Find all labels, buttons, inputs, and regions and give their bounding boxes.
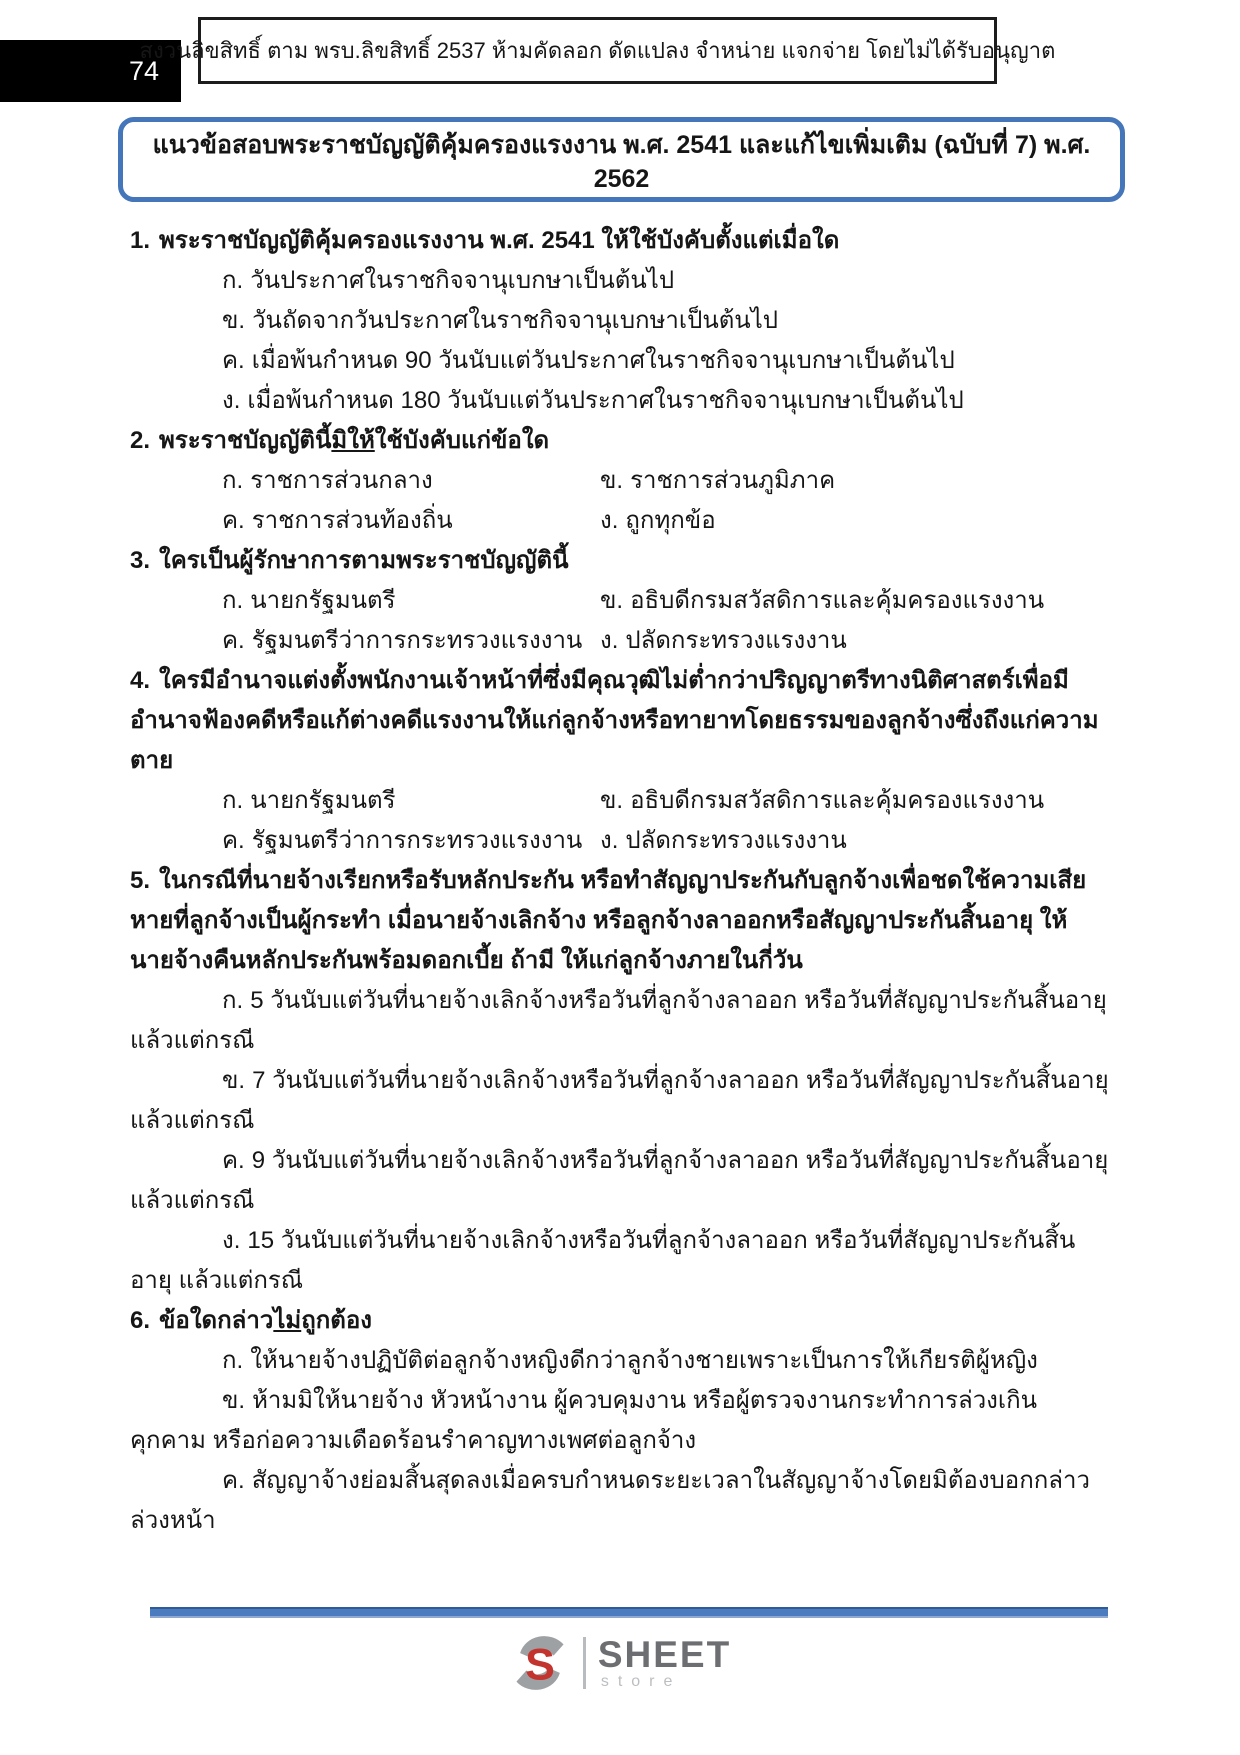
question-5: [130, 861, 1116, 1301]
option-text: ให้นายจ้างปฏิบัติต่อลูกจ้างหญิงดีกว่าลูกจ้างชายเพราะเป็นการให้เกียรติผู้หญิง: [250, 1347, 1038, 1374]
question-1-option-b: [130, 301, 1116, 341]
option-text: 15 วันนับแต่วันที่นายจ้างเลิกจ้างหรือวันที่ลูกจ้างลาออก หรือวันที่สัญญาประกันสิ้นอายุ แล้วแต่กรณี: [130, 1227, 1076, 1294]
logo-divider: [583, 1637, 586, 1689]
question-6-option-c: [130, 1461, 1116, 1541]
question-number: 2.: [130, 427, 151, 454]
option-label: ค.: [222, 827, 245, 854]
question-number: 1.: [130, 227, 151, 254]
question-4: [130, 661, 1116, 861]
question-5-stem: [130, 861, 1116, 981]
option-label: ง.: [222, 387, 241, 414]
question-2-option-a: [222, 461, 600, 501]
question-text: ใช้บังคับแก่ข้อใด: [374, 427, 550, 454]
option-row: [130, 781, 1116, 821]
question-text: ข้อใดกล่าว: [159, 1307, 274, 1334]
question-text: ใครเป็นผู้รักษาการตามพระราชบัญญัตินี้: [159, 547, 569, 574]
brand-text: [597, 1633, 732, 1690]
option-label: ค.: [222, 1467, 245, 1494]
option-text: ราชการส่วนท้องถิ่น: [251, 507, 453, 534]
option-label: ค.: [222, 347, 245, 374]
sheet-store-logo: [0, 1632, 1240, 1694]
question-4-option-c: [222, 821, 600, 861]
question-text: ใครมีอำนาจแต่งตั้งพนักงานเจ้าหน้าที่ซึ่งมีคุณวุฒิไม่ต่ำกว่าปริญญาตรีทางนิติศาสตร์เพื่อมีอำนาจฟ้องคดีหรือแก้ต่างคดีแรงงานให้แก่ลูกจ้างหรือทายาทโดยธรรมของลูกจ้างซึ่งถึงแก่ความตาย: [130, 667, 1099, 774]
question-4-option-b: [600, 781, 1044, 821]
question-5-option-c: [130, 1141, 1116, 1221]
question-number: 4.: [130, 667, 151, 694]
option-text: วันถัดจากวันประกาศในราชกิจจานุเบกษาเป็นต้นไป: [252, 307, 779, 334]
question-3-option-d: [600, 621, 847, 661]
question-1-option-d: [130, 381, 1116, 421]
option-label: ค.: [222, 627, 245, 654]
option-text: 7 วันนับแต่วันที่นายจ้างเลิกจ้างหรือวันที่ลูกจ้างลาออก หรือวันที่สัญญาประกันสิ้นอายุ แล้วแต่กรณี: [130, 1067, 1109, 1134]
option-label: ง.: [222, 1227, 241, 1254]
option-row: [130, 581, 1116, 621]
question-6-stem: [130, 1301, 1116, 1341]
option-label: ก.: [222, 1347, 244, 1374]
option-text: เมื่อพ้นกำหนด 180 วันนับแต่วันประกาศในราชกิจจานุเบกษาเป็นต้นไป: [247, 387, 964, 414]
option-label: ค.: [222, 1147, 245, 1174]
exam-title: แนวข้อสอบพระราชบัญญัติคุ้มครองแรงงาน พ.ศ. 2541 และแก้ไขเพิ่มเติม (ฉบับที่ 7) พ.ศ. 2562: [152, 131, 1091, 193]
question-1-stem: [130, 221, 1116, 261]
option-text: 5 วันนับแต่วันที่นายจ้างเลิกจ้างหรือวันที่ลูกจ้างลาออก หรือวันที่สัญญาประกันสิ้นอายุ แล้วแต่กรณี: [130, 987, 1107, 1054]
option-label: ก.: [222, 587, 244, 614]
question-4-stem: [130, 661, 1116, 781]
question-3-stem: [130, 541, 1116, 581]
question-3: [130, 541, 1116, 661]
page-number: 74: [128, 55, 159, 86]
question-5-option-a: [130, 981, 1116, 1061]
question-2: [130, 421, 1116, 541]
option-text: ปลัดกระทรวงแรงงาน: [625, 827, 847, 854]
option-label: ข.: [600, 787, 624, 814]
question-2-option-c: [222, 501, 600, 541]
option-label: ข.: [222, 1067, 246, 1094]
option-label: ก.: [222, 787, 244, 814]
option-text: อธิบดีกรมสวัสดิการและคุ้มครองแรงงาน: [630, 587, 1045, 614]
option-row: [130, 461, 1116, 501]
option-text: ปลัดกระทรวงแรงงาน: [625, 627, 847, 654]
option-text: นายกรัฐมนตรี: [250, 787, 396, 814]
question-2-option-d: [600, 501, 716, 541]
brand-name: SHEET: [597, 1633, 732, 1675]
question-text: ในกรณีที่นายจ้างเรียกหรือรับหลักประกัน หรือทำสัญญาประกันกับลูกจ้างเพื่อชดใช้ความเสียหายที่ลูกจ้างเป็นผู้กระทำ เมื่อนายจ้างเลิกจ้าง หรือลูกจ้างลาออกหรือสัญญาประกันสิ้นอายุ ให้นายจ้างคืนหลักประกันพร้อมดอกเบี้ย ถ้ามี ให้แก่ลูกจ้างภายในกี่วัน: [130, 867, 1087, 974]
option-text: ถูกทุกข้อ: [625, 507, 716, 534]
question-list: [130, 221, 1116, 1541]
option-label: ง.: [600, 627, 619, 654]
question-text: พระราชบัญญัติคุ้มครองแรงงาน พ.ศ. 2541 ให้ใช้บังคับตั้งแต่เมื่อใด: [159, 227, 840, 254]
option-label: ง.: [600, 827, 619, 854]
option-text: วันประกาศในราชกิจจานุเบกษาเป็นต้นไป: [250, 267, 675, 294]
question-5-option-b: [130, 1061, 1116, 1141]
s-logo-icon: [509, 1632, 571, 1694]
option-text: อธิบดีกรมสวัสดิการและคุ้มครองแรงงาน: [630, 787, 1045, 814]
brand-subtitle: store: [600, 1672, 682, 1690]
option-text: ราชการส่วนภูมิภาค: [630, 467, 836, 494]
option-label: ข.: [222, 307, 246, 334]
option-text: นายกรัฐมนตรี: [250, 587, 396, 614]
question-1: [130, 221, 1116, 421]
option-text: เมื่อพ้นกำหนด 90 วันนับแต่วันประกาศในราชกิจจานุเบกษาเป็นต้นไป: [251, 347, 955, 374]
option-row: [130, 501, 1116, 541]
question-1-option-c: [130, 341, 1116, 381]
question-4-option-a: [222, 781, 600, 821]
option-label: ข.: [600, 587, 624, 614]
option-label: ข.: [600, 467, 624, 494]
question-1-option-a: [130, 261, 1116, 301]
question-3-option-c: [222, 621, 600, 661]
option-label: ก.: [222, 467, 244, 494]
option-label: ง.: [600, 507, 619, 534]
question-number: 6.: [130, 1307, 151, 1334]
option-label: ก.: [222, 267, 244, 294]
question-2-option-b: [600, 461, 835, 501]
question-number: 3.: [130, 547, 151, 574]
question-6-option-a: [130, 1341, 1116, 1381]
question-2-stem: [130, 421, 1116, 461]
option-row: [130, 821, 1116, 861]
question-5-option-d: [130, 1221, 1116, 1301]
exam-title-box: [118, 117, 1125, 202]
question-4-option-d: [600, 821, 847, 861]
question-6-option-b: [130, 1381, 1116, 1461]
question-number: 5.: [130, 867, 151, 894]
option-label: ค.: [222, 507, 245, 534]
question-6: [130, 1301, 1116, 1541]
svg-text:S: S: [524, 1640, 555, 1690]
option-label: ข.: [222, 1387, 246, 1414]
footer-divider-bar: [150, 1607, 1108, 1618]
question-3-option-b: [600, 581, 1044, 621]
copyright-notice: สงวนลิขสิทธิ์ ตาม พรบ.ลิขสิทธิ์ 2537 ห้ามคัดลอก ดัดแปลง จำหน่าย แจกจ่าย โดยไม่ได้รับอนุญาต: [139, 38, 1056, 63]
option-text: ห้ามมิให้นายจ้าง หัวหน้างาน ผู้ควบคุมงาน หรือผู้ตรวจงานกระทำการล่วงเกิน คุกคาม หรือก่อความเดือดร้อนรำคาญทางเพศต่อลูกจ้าง: [130, 1387, 1038, 1454]
question-text-underlined: มิให้: [331, 427, 375, 454]
option-row: [130, 621, 1116, 661]
question-text: พระราชบัญญัตินี้: [159, 427, 332, 454]
question-3-option-a: [222, 581, 600, 621]
question-text: ถูกต้อง: [301, 1307, 373, 1334]
question-text-underlined: ไม่: [273, 1307, 302, 1334]
option-text: รัฐมนตรีว่าการกระทรวงแรงงาน: [251, 827, 583, 854]
option-text: ราชการส่วนกลาง: [250, 467, 433, 494]
option-label: ก.: [222, 987, 244, 1014]
option-text: สัญญาจ้างย่อมสิ้นสุดลงเมื่อครบกำหนดระยะเวลาในสัญญาจ้างโดยมิต้องบอกกล่าวล่วงหน้า: [130, 1467, 1090, 1534]
option-text: 9 วันนับแต่วันที่นายจ้างเลิกจ้างหรือวันที่ลูกจ้างลาออก หรือวันที่สัญญาประกันสิ้นอายุ แล้วแต่กรณี: [130, 1147, 1109, 1214]
option-text: รัฐมนตรีว่าการกระทรวงแรงงาน: [251, 627, 583, 654]
